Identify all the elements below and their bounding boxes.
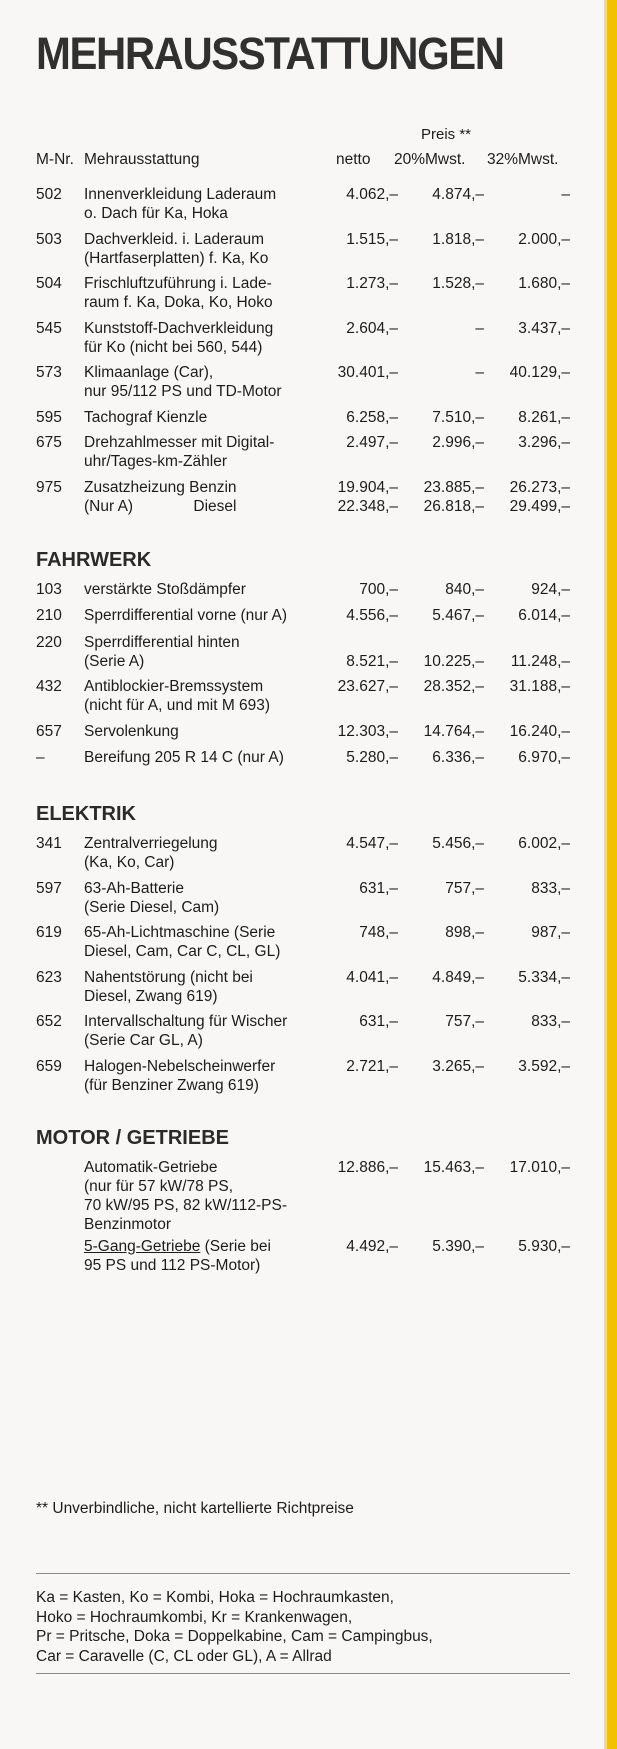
row-p20: 6.336,–: [432, 749, 484, 766]
row-desc: Nahentstörung (nicht bei Diesel, Zwang 619): [84, 969, 253, 1005]
row-desc: Zentralverriegelung (Ka, Ko, Car): [84, 835, 218, 871]
row-netto: 1.273,–: [346, 275, 398, 292]
header-nr: M-Nr.: [36, 151, 74, 168]
row-p20: 840,–: [445, 581, 484, 598]
row-netto: 4.492,–: [346, 1238, 398, 1255]
row-p20: 5.467,–: [432, 607, 484, 624]
row-nr: 652: [36, 1013, 62, 1030]
row-p20: 898,–: [445, 924, 484, 941]
row-desc: Klimaanlage (Car), nur 95/112 PS und TD-Motor: [84, 364, 282, 400]
row-p32: 987,–: [531, 924, 570, 941]
preis-label: Preis **: [421, 126, 472, 143]
row-netto: 30.401,–: [337, 364, 398, 381]
row-nr: 220: [36, 634, 62, 651]
row-p20: 3.265,–: [432, 1058, 484, 1075]
row-desc: Automatik-Getriebe (nur für 57 kW/78 PS, 70 kW/95 PS, 82 kW/112-PS- Benzinmotor: [84, 1159, 288, 1233]
row-p20: 2.996,–: [432, 434, 484, 451]
underlined-term: 5-Gang-Getriebe: [84, 1238, 201, 1255]
row-p20: 7.510,–: [432, 409, 484, 426]
row-desc: Drehzahlmesser mit Digital- uhr/Tages-km-Zähler: [84, 434, 275, 470]
row-nr: 657: [36, 723, 62, 740]
row-p32: 8.261,–: [518, 409, 570, 426]
row-nr: 975: [36, 479, 62, 496]
row-p20: 23.885,– 26.818,–: [423, 479, 484, 515]
row-p20: 10.225,–: [423, 653, 484, 670]
row-nr: 432: [36, 678, 62, 695]
row-p20: 5.390,–: [432, 1238, 484, 1255]
row-netto: 700,–: [359, 581, 398, 598]
row-netto: 748,–: [359, 924, 398, 941]
row-netto: 631,–: [359, 1013, 398, 1030]
row-p20: 1.528,–: [432, 275, 484, 292]
row-p32: 3.437,–: [518, 320, 570, 337]
row-desc: Tachograf Kienzle: [84, 409, 208, 426]
row-nr: 210: [36, 607, 62, 624]
row-netto: 4.041,–: [346, 969, 398, 986]
row-p32: 833,–: [531, 1013, 570, 1030]
row-p32: 16.240,–: [509, 723, 570, 740]
row-desc: Servolenkung: [84, 723, 179, 740]
row-desc: 65-Ah-Lichtmaschine (Serie Diesel, Cam, Car C, CL, GL): [84, 924, 281, 960]
row-p32: 2.000,–: [518, 231, 570, 248]
row-desc: Kunststoff-Dachverkleidung für Ko (nicht bei 560, 544): [84, 320, 274, 356]
row-desc: Zusatzheizung Benzin (Nur A) Diesel: [84, 479, 237, 515]
header-p32: 32%Mwst.: [487, 151, 559, 168]
row-desc: 63-Ah-Batterie (Serie Diesel, Cam): [84, 880, 220, 916]
row-desc: Frischluftzuführung i. Lade- raum f. Ka, Doka, Ko, Hoko: [84, 275, 273, 311]
row-nr: 597: [36, 880, 62, 897]
row-desc: verstärkte Stoßdämpfer: [84, 581, 246, 598]
row-netto: 5.280,–: [346, 749, 398, 766]
row-netto: 6.258,–: [346, 409, 398, 426]
row-p32: 40.129,–: [509, 364, 570, 381]
row-nr: 623: [36, 969, 62, 986]
row-p20: –: [475, 320, 484, 337]
row-netto: 12.886,–: [337, 1159, 398, 1176]
row-netto: 2.604,–: [346, 320, 398, 337]
row-nr: 573: [36, 364, 62, 381]
row-p20: 4.874,–: [432, 186, 484, 203]
header-desc: Mehrausstattung: [84, 151, 200, 168]
divider-top: [36, 1573, 570, 1574]
row-netto: 4.556,–: [346, 607, 398, 624]
row-nr: 341: [36, 835, 62, 852]
row-nr: 675: [36, 434, 62, 451]
row-p32: 3.592,–: [518, 1058, 570, 1075]
row-netto: 12.303,–: [337, 723, 398, 740]
row-p32: 1.680,–: [518, 275, 570, 292]
row-netto: 1.515,–: [346, 231, 398, 248]
row-nr: 619: [36, 924, 62, 941]
row-nr: 595: [36, 409, 62, 426]
row-p32: 17.010,–: [509, 1159, 570, 1176]
header-netto: netto: [336, 151, 371, 168]
row-p32: 11.248,–: [510, 653, 570, 670]
section-title-elektrik: ELEKTRIK: [36, 803, 136, 825]
row-p32: 5.930,–: [518, 1238, 570, 1255]
row-desc: Innenverkleidung Laderaum o. Dach für Ka, Hoka: [84, 186, 277, 222]
row-p32: 6.970,–: [518, 749, 570, 766]
section-title-motor-getriebe: MOTOR / GETRIEBE: [36, 1127, 229, 1149]
row-netto: 2.721,–: [346, 1058, 398, 1075]
row-p32: 924,–: [531, 581, 570, 598]
section-title-fahrwerk: FAHRWERK: [36, 549, 152, 571]
row-p20: 28.352,–: [423, 678, 484, 695]
row-nr: 103: [36, 581, 62, 598]
row-netto: 19.904,– 22.348,–: [337, 479, 398, 515]
divider-bottom: [36, 1673, 570, 1674]
row-p20: –: [475, 364, 484, 381]
row-desc: Sperrdifferential vorne (nur A): [84, 607, 288, 624]
header-p20: 20%Mwst.: [394, 151, 466, 168]
row-nr: 545: [36, 320, 62, 337]
row-p20: 15.463,–: [423, 1159, 484, 1176]
row-desc: Dachverkleid. i. Laderaum (Hartfaserplatten) f. Ka, Ko: [84, 231, 269, 267]
row-p32: 833,–: [531, 880, 570, 897]
row-p32: 5.334,–: [518, 969, 570, 986]
row-netto: 23.627,–: [337, 678, 398, 695]
row-p20: 1.818,–: [432, 231, 484, 248]
yellow-page-edge: [604, 0, 617, 1749]
row-desc: Sperrdifferential hinten (Serie A): [84, 634, 240, 670]
abbreviation-legend: Ka = Kasten, Ko = Kombi, Hoka = Hochraumkasten, Hoko = Hochraumkombi, Kr = Krankenwagen, Pr = Pritsche, Doka = Doppelkabine, Cam = Campingbus, Car = Caravelle (C, CL oder GL), A = Allrad: [36, 1589, 433, 1665]
row-netto: 4.062,–: [346, 186, 398, 203]
page-title: MEHRAUSSTATTUNGEN: [36, 28, 504, 79]
row-p32: –: [561, 186, 570, 203]
row-p32: 26.273,– 29.499,–: [509, 479, 570, 515]
row-nr: 503: [36, 231, 62, 248]
price-footnote: ** Unverbindliche, nicht kartellierte Richtpreise: [36, 1500, 354, 1517]
row-p20: 757,–: [445, 1013, 484, 1030]
row-p32: 3.296,–: [518, 434, 570, 451]
row-desc: 5-Gang-Getriebe (Serie bei 95 PS und 112 PS-Motor): [84, 1238, 271, 1274]
row-p20: 14.764,–: [423, 723, 484, 740]
row-p32: 6.002,–: [518, 835, 570, 852]
row-nr: 502: [36, 186, 62, 203]
row-p32: 31.188,–: [509, 678, 570, 695]
row-desc: Intervallschaltung für Wischer (Serie Car GL, A): [84, 1013, 288, 1049]
row-desc: Bereifung 205 R 14 C (nur A): [84, 749, 284, 766]
row-netto: 2.497,–: [346, 434, 398, 451]
row-nr: 659: [36, 1058, 62, 1075]
row-netto: 631,–: [359, 880, 398, 897]
row-netto: 8.521,–: [346, 653, 398, 670]
row-nr: –: [36, 749, 45, 766]
row-p32: 6.014,–: [518, 607, 570, 624]
row-desc: Halogen-Nebelscheinwerfer (für Benziner Zwang 619): [84, 1058, 276, 1094]
row-p20: 757,–: [445, 880, 484, 897]
row-desc: Antiblockier-Bremssystem (nicht für A, und mit M 693): [84, 678, 271, 714]
row-netto: 4.547,–: [346, 835, 398, 852]
row-p20: 4.849,–: [432, 969, 484, 986]
row-nr: 504: [36, 275, 62, 292]
row-p20: 5.456,–: [432, 835, 484, 852]
